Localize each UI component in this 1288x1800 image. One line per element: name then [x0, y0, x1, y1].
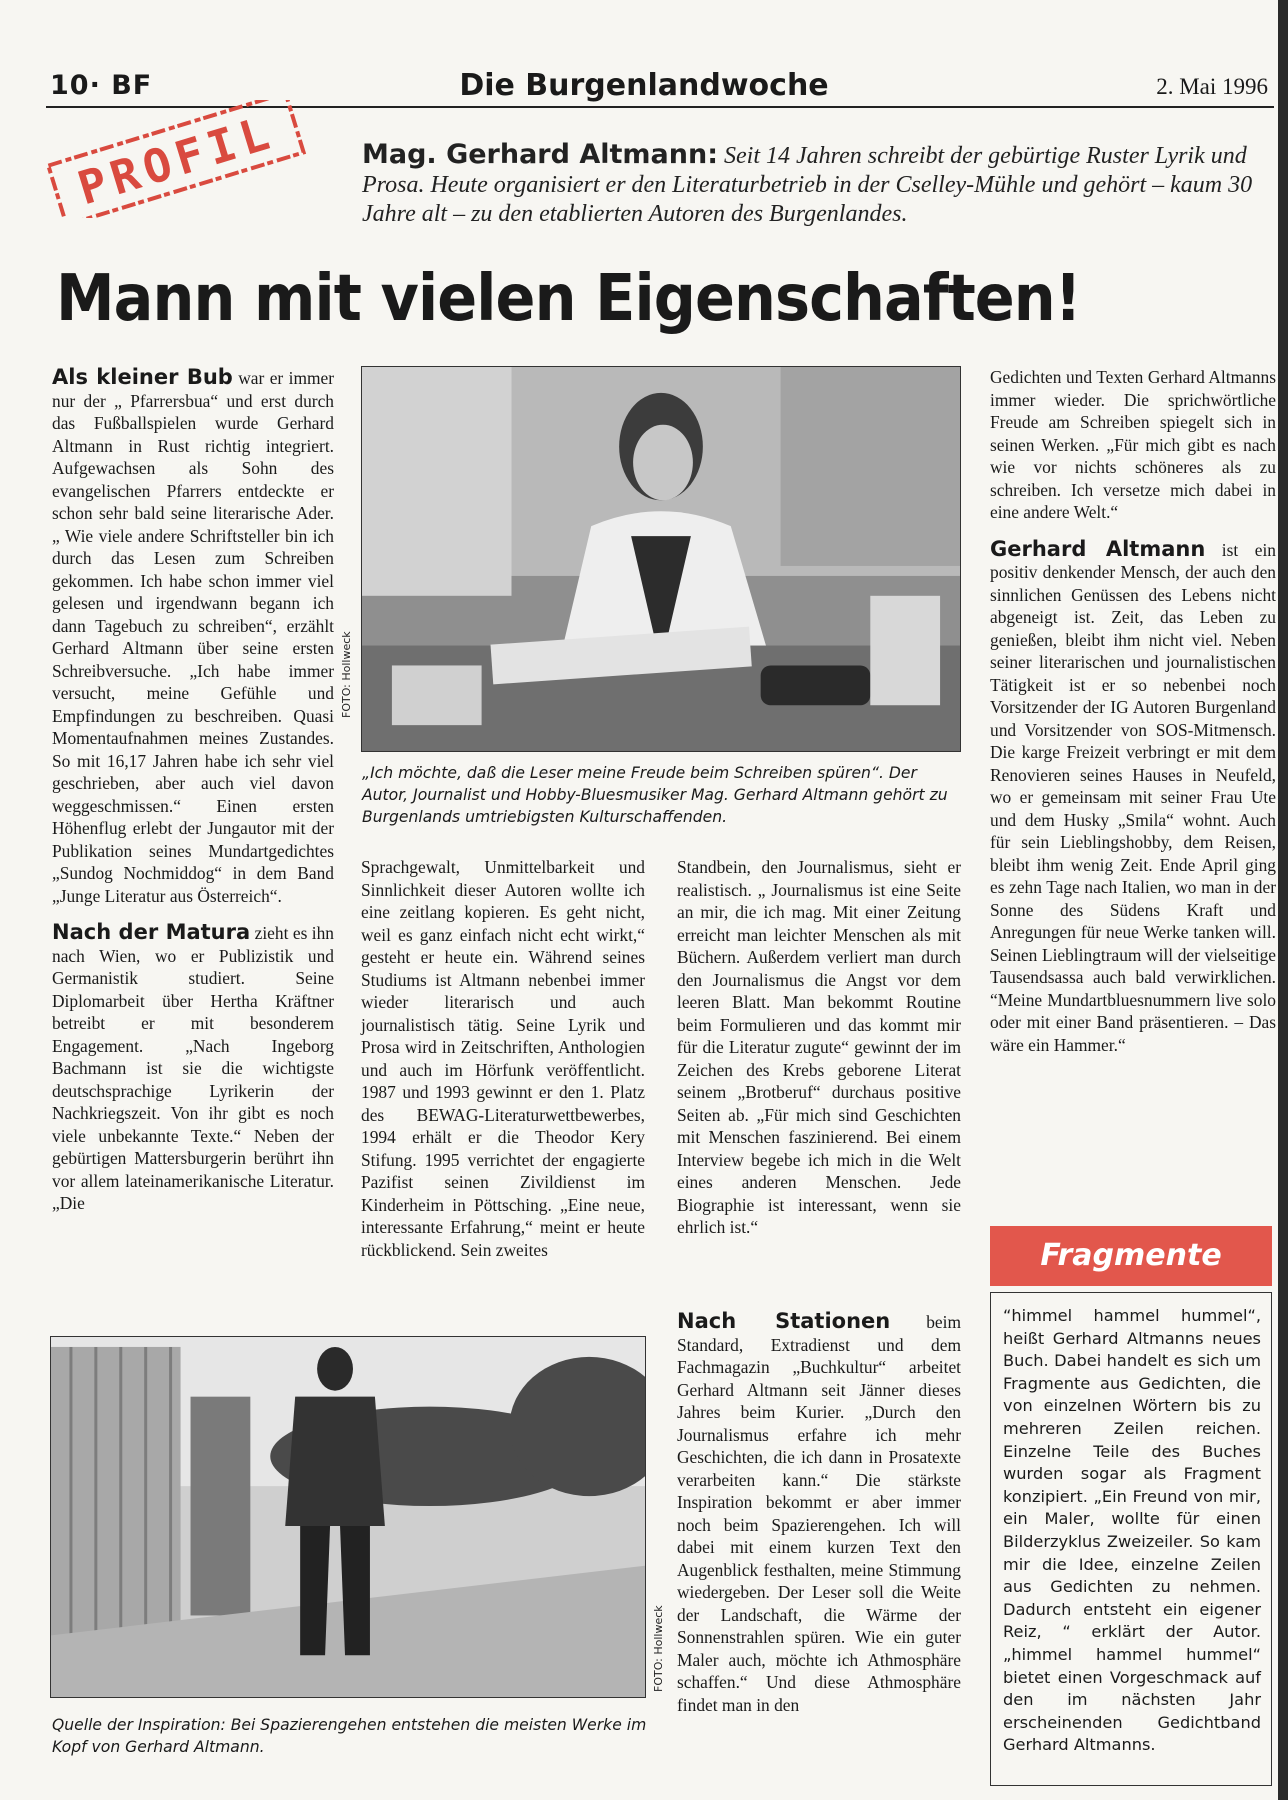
- photo-author-walking: [50, 1336, 646, 1698]
- photo-author-at-desk: [361, 366, 961, 752]
- col3-text1: Standbein, den Journalismus, sieht er realistisch. „ Journalismus ist eine Seite an mir, die ich mag. Mit einer Zeitung erreicht man leichter Menschen als mit Büchern. Außerdem verliert man durch den Journalismus die Angst vor dem leeren Blatt. Man bekommt Routine beim Formulieren und das kommt mir für die Literatur zugute“ gewinnt der im Zeichen des Krebs geborene Literat seinem „Brotberuf“ durchaus positive Seiten ab. „Für mich sind Geschichten mit Menschen faszinierend. Bei einem Interview begebe ich mich in die Welt eines anderen Menschen. Jede Biographie ist interessant, wenn sie ehrlich ist.“: [677, 857, 961, 1237]
- profil-stamp: [42, 100, 310, 218]
- deck-text: Seit 14 Jahren schreibt der gebürtige Ruster Lyrik und Prosa. Heute organisiert er den Literaturbetrieb in der Cselley-Mühle und gehört – kaum 30 Jahre alt – zu den etablierten Autoren des Burgenlandes.: [362, 143, 1253, 227]
- col1-text2: zieht es ihn nach Wien, wo er Publizistik und Germanistik studiert. Seine Diplomarbeit über Hertha Kräftner betreibt er mit besonderem Engagement. „Nach Ingeborg Bachmann ist sie die wichtigste deutschsprachige Lyrikerin der Nachkriegszeit. Von ihr gibt es noch viele unbekannte Texte.“ Neben der gebürtigen Mattersburgerin berührt ihn vor allem lateinamerikanische Literatur. „Die: [52, 923, 335, 1213]
- deck-name: Mag. Gerhard Altmann:: [362, 139, 718, 170]
- binding-edge: [1278, 0, 1288, 1800]
- photo1-caption: „Ich möchte, daß die Leser meine Freude beim Schreiben spüren“. Der Autor, Journalist und Hobby-Bluesmusiker Mag. Gerhard Altmann gehört zu Burgenlands umtriebigsten Kulturschaffenden.: [362, 764, 948, 826]
- lead-als-kleiner-bub: Als kleiner Bub: [52, 365, 233, 389]
- newspaper-title: Die Burgenlandwoche: [459, 68, 829, 103]
- lead-nach-der-matura: Nach der Matura: [52, 920, 251, 944]
- column-3: [677, 856, 961, 1241]
- issue-date: 2. Mai 1996: [1156, 74, 1268, 99]
- article-deck: [362, 140, 1262, 229]
- col3-text2: beim Standard, Extradienst und dem Fachmagazin „Buchkultur“ arbeitet Gerhard Altmann seit Jänner dieses Jahres beim Kurier. „Durch den Journalismus erfahre ich mehr Geschichten, die ich dann in Prosatexte verarbeiten kann.“ Die stärkste Inspiration bekommt er aber immer noch beim Spazierengehen. Ich will dabei mit einem kurzen Text den Augenblick festhalten, meine Stimmung wiedergeben. Der Leser soll die Weite der Landschaft, die Wärme der Sonnenstrahlen spüren. Wie ein guter Maler auch, möchte ich Athmosphäre schaffen.“ Und diese Athmosphäre findet man in den: [677, 1312, 961, 1715]
- profil-stamp-text: PROFIL: [71, 104, 281, 216]
- photo2-caption: Quelle der Inspiration: Bei Spazierengehen entstehen die meisten Werke im Kopf von Gerhard Altmann.: [52, 1716, 647, 1756]
- photo2-credit: FOTO: Hollweck: [652, 1605, 665, 1692]
- col2-text: Sprachgewalt, Unmittelbarkeit und Sinnlichkeit dieser Autoren wollte ich eine zeitlang kopieren. Es geht nicht, weil es ganz einfach nicht echt wirkt,“ gesteht er heute ein. Während seines Studiums ist Altmann nebenbei immer wieder literarisch und auch journalistisch tätig. Seine Lyrik und Prosa wird in Zeitschriften, Anthologien und auch im Hörfunk veröffentlicht. 1987 und 1993 gewinnt er den 1. Platz des BEWAG-Literaturwettbewerbes, 1994 erhält er die Theodor Kery Stifung. 1995 verrichtet der engagierte Pazifist seinen Zivildienst im Kinderheim in Pöttsching. „Eine neue, interessante Erfahrung,“ meint er heute rückblickend. Sein zweites: [361, 857, 645, 1260]
- sidebar-text: “himmel hammel hummel“, heißt Gerhard Altmanns neues Buch. Dabei handelt es sich um Fragmente aus Gedichten, die von einzelnen Wörtern bis zu mehreren Zeilen reichen. Einzelne Teile des Buches wurden sogar als Fragment konzipiert. „Ein Freund von mir, ein Maler, wollte für einen Bilderzyklus Zweizeiler. So kam mir die Idee, einzelne Zeilen aus Gedichten zu nehmen. Dadurch entsteht ein eigener Reiz, “ erklärt der Autor. „himmel hammel hummel“ bietet einen Vorgeschmack auf den im nächsten Jahr erscheinenden Gedichtband Gerhard Altmanns.: [1003, 1306, 1261, 1755]
- col1-text1: war er immer nur der „ Pfarrersbua“ und erst durch das Fußballspielen wurde Gerhard Altmann in Rust richtig integriert. Aufgewachsen als Sohn des evangelischen Pfarrers entdeckte er schon sehr bald seine literarische Ader. „ Wie viele andere Schriftsteller bin ich durch das Lesen zum Schreiben gekommen. Ich habe schon immer viel gelesen und irgendwann begann ich dann Tagebuch zu schreiben“, erzählt Gerhard Altmann über seine ersten Schreibversuche. „Ich habe immer versucht, meine Gefühle und Empfindungen zu beschreiben. Quasi Momentaufnahmen meines Zustandes. So mit 16,17 Jahren habe ich sehr viel geschrieben, aber auch viel davon weggeschmissen.“ Einen ersten Höhenflug erlebt der Jungautor mit der Publikation seines Mundartgedichtes „Sundog Nochmiddog“ in dem Band „Junge Literatur aus Österreich“.: [52, 368, 335, 906]
- lead-gerhard-altmann: Gerhard Altmann: [990, 536, 1206, 561]
- col4-text1: Gedichten und Texten Gerhard Altmanns immer wieder. Die sprichwörtliche Freude am Schreiben spiegelt sich in seinen Werken. „Für mich gibt es nach wie vor nichts schöneres als zu schreiben. Ich versetze mich dabei in eine andere Welt.“: [990, 367, 1276, 522]
- column-3-continued: [677, 1310, 961, 1718]
- col4-text2: ist ein positiv denkender Mensch, der auch den sinnlichen Genüssen des Lebens nicht abgeneigt ist. Zeit, das Leben zu genießen, bleibt ihm nicht viel. Neben seiner literarischen und journalistischen Tätigkeit ist er so nebenbei noch Vorsitzender der IG Autoren Burgenland und Vorsitzender von SOS-Mitmensch. Die karge Freizeit verbringt er mit dem Renovieren seines Hauses in Neufeld, wo er gemeinsam mit seiner Frau Ute und dem Husky „Smila“ wohnt. Auch für sein Lieblingshobby, dem Reisen, bleibt ihm wenig Zeit. Ende April ging es zehn Tage nach Italien, wo man in der Sonne des Südens Kraft und Anregungen für neue Werke tanken will. Seinen Lieblingtraum will der vielseitige Tausendsassa auch bald verwirklichen. “Meine Mundartbluesnummern live solo oder mit einer Band präsentieren. – Das wäre ein Hammer.“: [990, 539, 1276, 1055]
- page-number: 10· BF: [50, 70, 153, 101]
- headline: Mann mit vielen Eigenschaften!: [56, 262, 1081, 336]
- photo1-credit: FOTO: Hollweck: [340, 631, 353, 718]
- column-1: [52, 366, 334, 1217]
- column-4: [990, 366, 1276, 1058]
- sidebar-box: [990, 1292, 1272, 1786]
- sidebar-title-fragmente: Fragmente: [990, 1226, 1272, 1286]
- column-2: [361, 856, 645, 1263]
- lead-nach-stationen: Nach Stationen: [677, 1309, 891, 1333]
